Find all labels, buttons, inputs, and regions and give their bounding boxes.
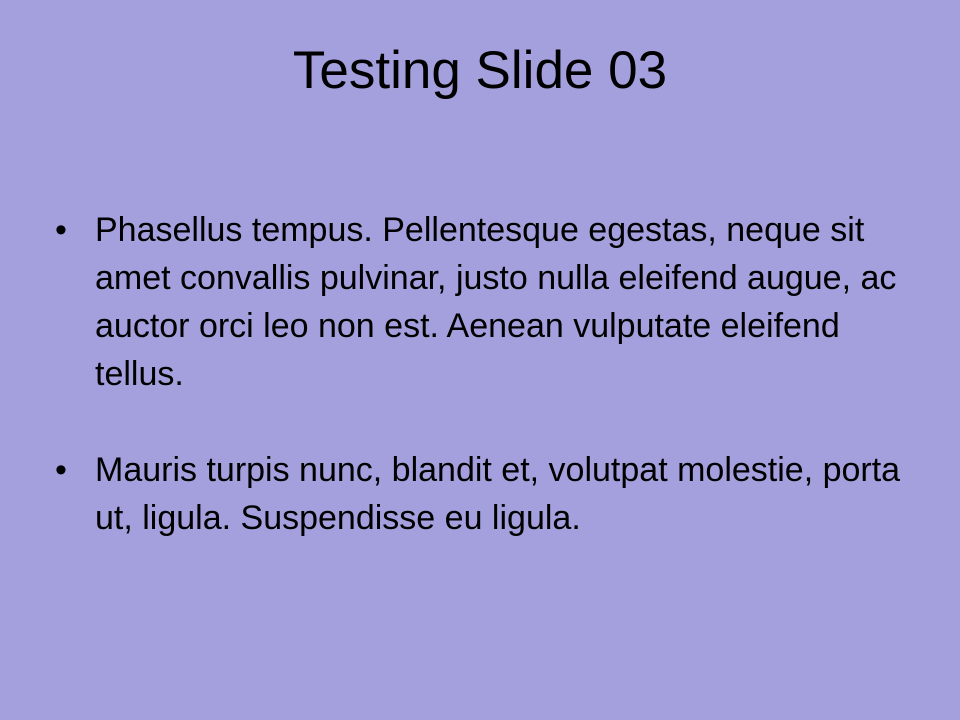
bullet-icon: • (55, 451, 67, 489)
slide-title: Testing Slide 03 (292, 41, 668, 100)
bullet-text: Mauris turpis nunc, blandit et, volutpat molestie, porta ut, ligula. Suspendisse eu ligula. (95, 451, 901, 537)
bullet-item (55, 206, 905, 398)
bullet-list (55, 206, 905, 542)
bullet-text: Phasellus tempus. Pellentesque egestas, neque sit amet convallis pulvinar, justo nulla eleifend augue, ac auctor orci leo non est. Aenean vulputate eleifend tellus. (95, 211, 897, 393)
bullet-icon: • (55, 211, 67, 249)
bullet-item (55, 446, 905, 542)
